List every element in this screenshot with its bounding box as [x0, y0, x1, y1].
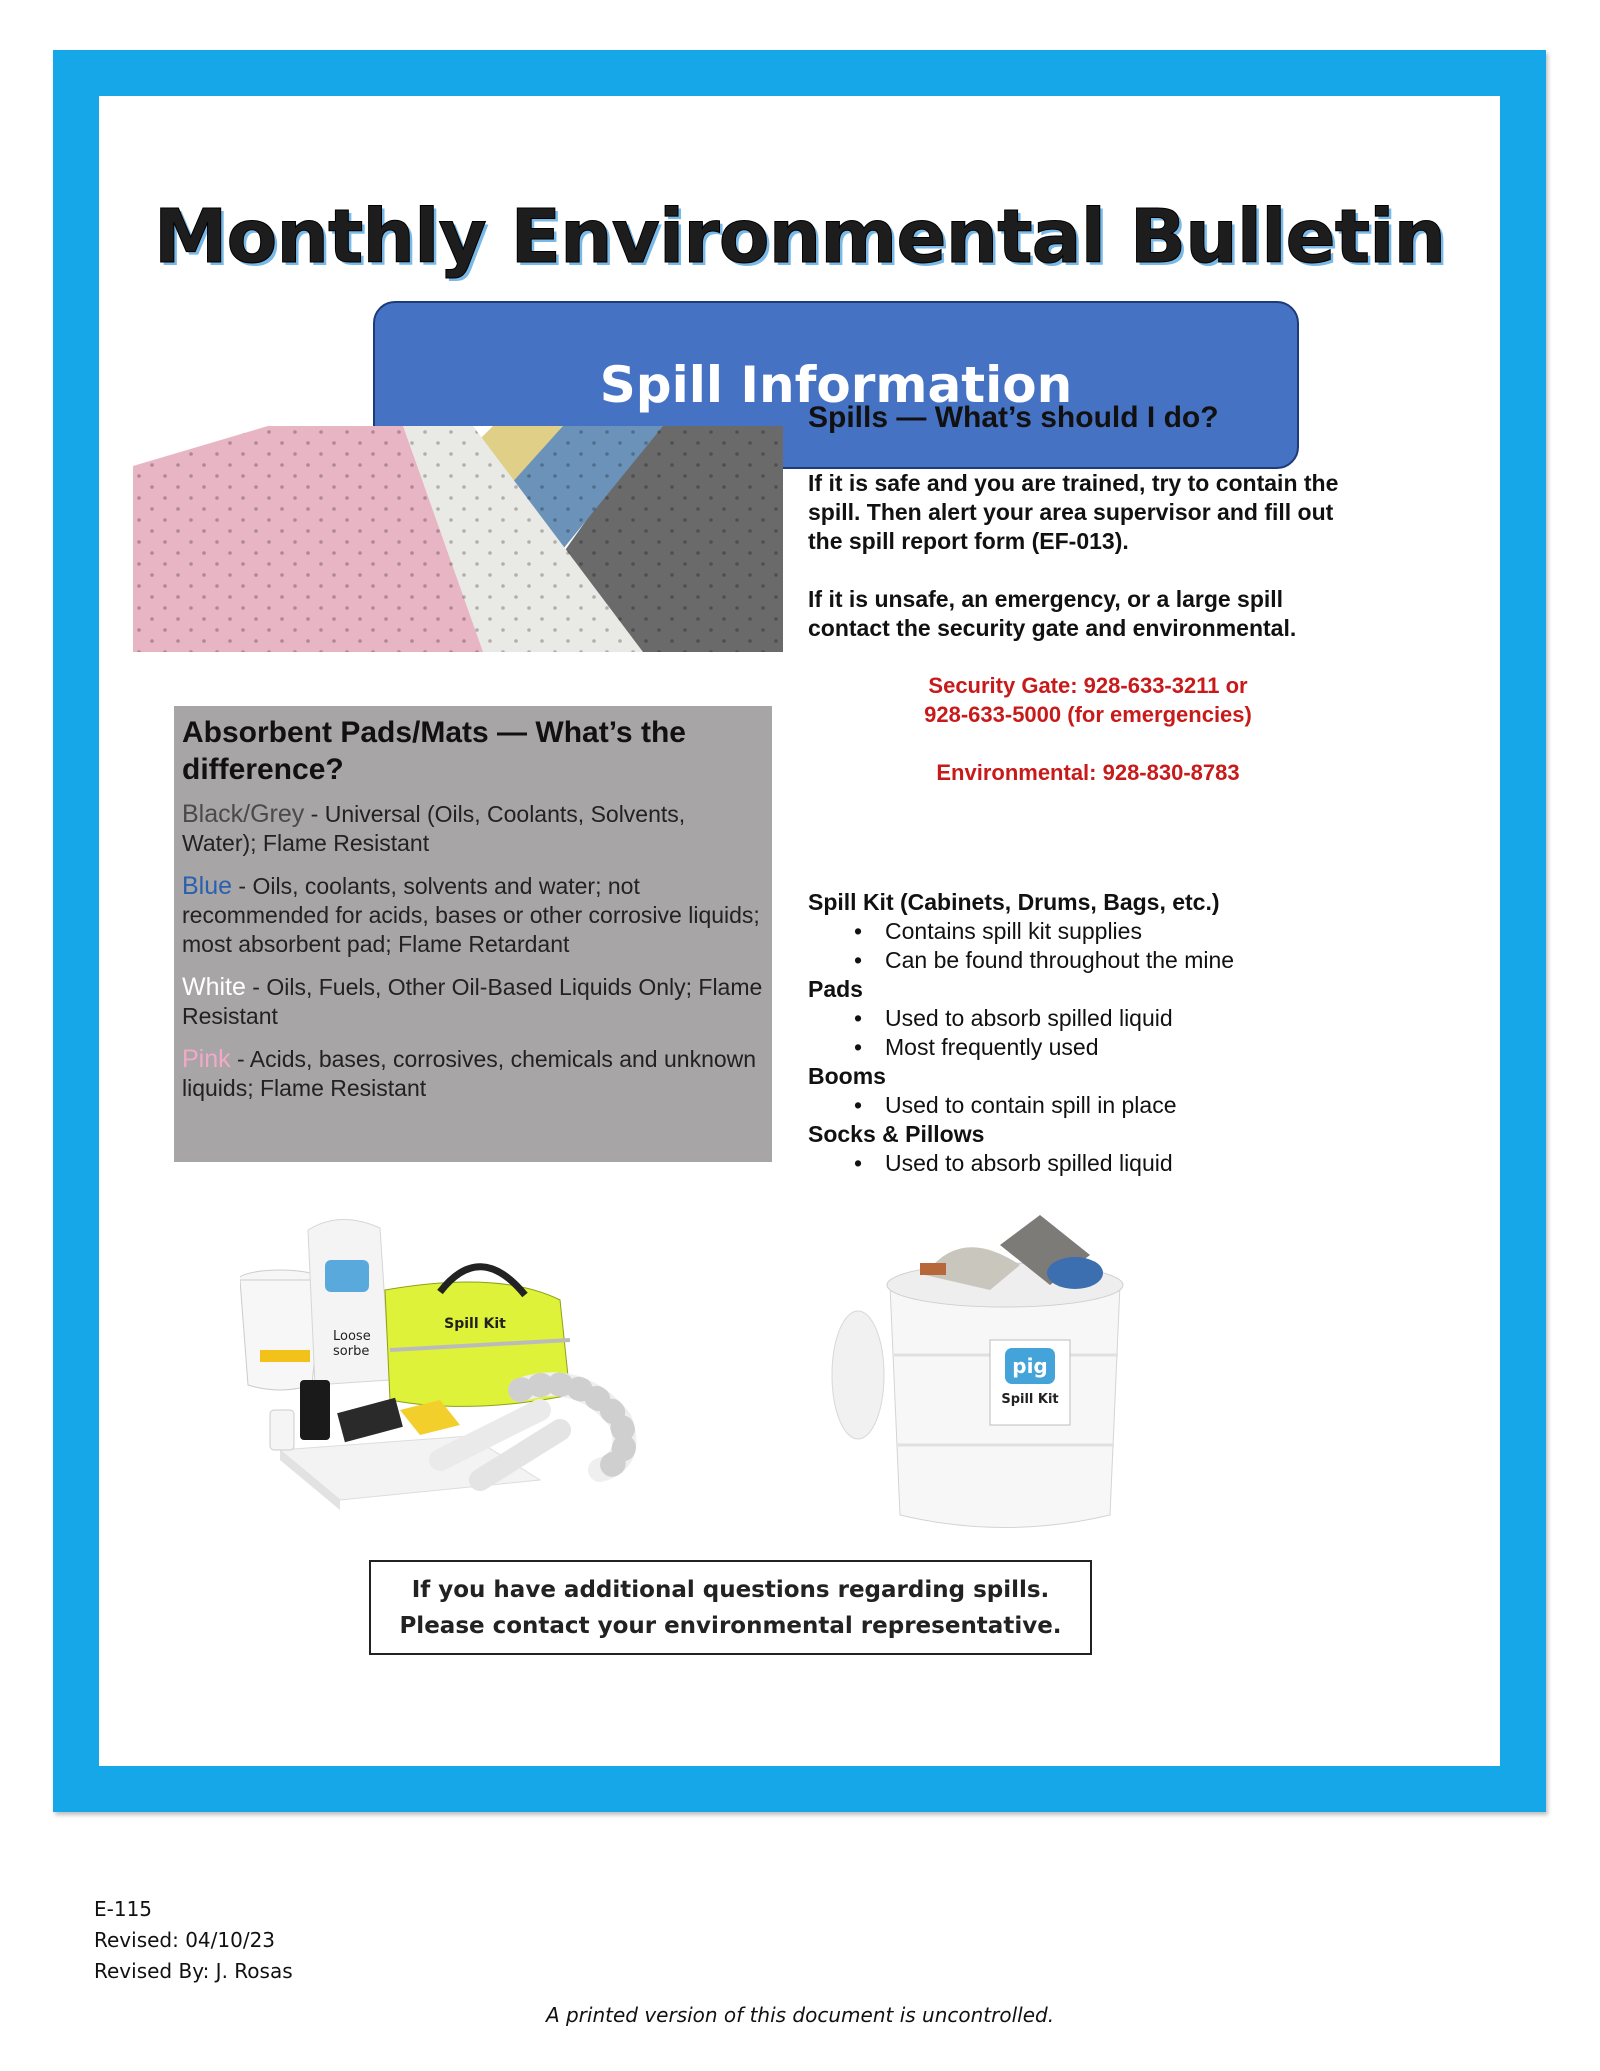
pad-blue: Blue - Oils, coolants, solvents and water; not recommended for acids, bases or other corrosive liquids; most absorbent pad; Flame Retardant [182, 872, 760, 957]
bulletin-title: Monthly Environmental Bulletin [153, 194, 1446, 280]
uncontrolled-notice: A printed version of this document is uncontrolled. [545, 2003, 1055, 2027]
svg-text:Spill Kit: Spill Kit [444, 1316, 506, 1332]
spills-para-unsafe: If it is unsafe, an emergency, or a large spill contact the security gate and environmental. [808, 586, 1297, 641]
contact-line1: If you have additional questions regarding spills. [411, 1577, 1050, 1603]
absorbent-pads-box [174, 706, 772, 1162]
kit-section-title: Pads [808, 976, 863, 1002]
spill-kit-list [808, 888, 1368, 1178]
pad-white: White - Oils, Fuels, Other Oil-Based Liquids Only; Flame Resistant [182, 973, 763, 1029]
contact-message-box [369, 1560, 1092, 1655]
spills-para-safe: If it is safe and you are trained, try to contain the spill. Then alert your area supervisor and fill out the spill report form (EF-013). [808, 470, 1339, 554]
kit-section-title: Booms [808, 1063, 886, 1089]
absorbent-mats-image [133, 426, 783, 652]
spill-information-banner: Spill Information [373, 301, 1299, 469]
document-meta [94, 1894, 293, 1987]
spills-instructions [808, 400, 1368, 787]
kit-section-title: Socks & Pillows [808, 1121, 985, 1147]
environmental-phone: Environmental: 928-830-8783 [936, 760, 1240, 785]
spill-kit-drum-image [830, 1205, 1160, 1555]
pad-black-grey: Black/Grey - Universal (Oils, Coolants, Solvents, Water); Flame Resistant [182, 800, 686, 856]
list-item: • Used to absorb spilled liquid [808, 1004, 1368, 1033]
pad-pink: Pink - Acids, bases, corrosives, chemicals and unknown liquids; Flame Resistant [182, 1045, 757, 1101]
drum-logo: pig [1012, 1354, 1048, 1378]
list-item: • Most frequently used [808, 1033, 1368, 1062]
list-item: • Can be found throughout the mine [808, 946, 1368, 975]
drum-lid [832, 1311, 884, 1439]
svg-text:Loose: Loose [333, 1329, 371, 1344]
security-gate-line2: 928-633-5000 (for emergencies) [924, 702, 1252, 727]
list-item: • Used to absorb spilled liquid [808, 1149, 1368, 1178]
revised-date: Revised: 04/10/23 [94, 1928, 276, 1952]
list-item: • Contains spill kit supplies [808, 917, 1368, 946]
kit-section-title: Spill Kit (Cabinets, Drums, Bags, etc.) [808, 889, 1220, 915]
security-gate-line1: Security Gate: 928-633-3211 or [928, 673, 1248, 698]
list-item: • Used to contain spill in place [808, 1091, 1368, 1120]
absorbent-heading: Absorbent Pads/Mats — What’s the difference? [182, 716, 686, 786]
drum-label: Spill Kit [1001, 1392, 1059, 1407]
revised-by: Revised By: J. Rosas [94, 1959, 293, 1983]
doc-id: E-115 [94, 1897, 153, 1921]
spill-kit-bag-image [240, 1210, 670, 1520]
spills-heading: Spills — What’s should I do? [808, 401, 1219, 434]
contact-line2: Please contact your environmental representative. [399, 1613, 1062, 1639]
svg-text:sorbe: sorbe [333, 1344, 370, 1359]
loose-sorbent-sack [308, 1219, 390, 1385]
